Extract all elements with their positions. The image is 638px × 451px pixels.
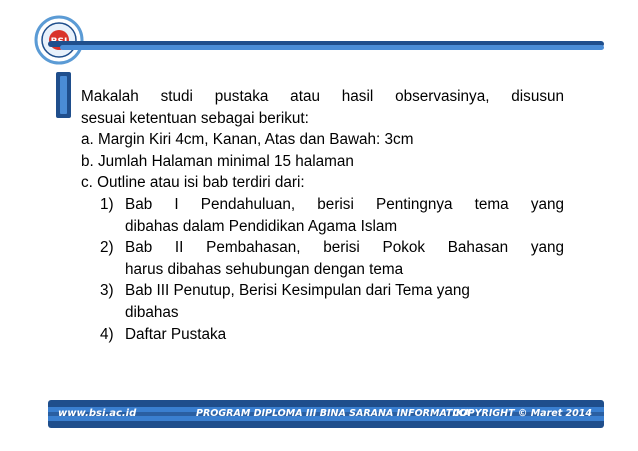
- outline-text-continued: dibahas dalam Pendidikan Agama Islam: [125, 217, 398, 235]
- outline-text-continued: harus dibahas sehubungan dengan tema: [125, 260, 404, 278]
- outline-item-4: [81, 324, 564, 346]
- left-accent-bar: [56, 72, 71, 118]
- outline-number: 4): [100, 325, 114, 343]
- requirement-a: a. Margin Kiri 4cm, Kanan, Atas dan Bawah: 3cm: [81, 131, 414, 149]
- outline-item-3: [81, 280, 564, 302]
- footer-bar: [48, 400, 604, 428]
- footer-site-link[interactable]: www.bsi.ac.id: [58, 408, 137, 419]
- outline-number: 3): [100, 282, 114, 300]
- top-band: [48, 41, 604, 50]
- outline-number: 1): [100, 195, 114, 213]
- bsi-logo: [34, 15, 84, 65]
- outline-text: Bab I Pendahuluan, berisi Pentingnya tema yang: [125, 195, 564, 213]
- outline-item-1: [81, 194, 564, 216]
- slide-content: [81, 86, 564, 345]
- outline-text: Daftar Pustaka: [125, 325, 227, 343]
- outline-item-2: [81, 237, 564, 259]
- requirement-b: b. Jumlah Halaman minimal 15 halaman: [81, 152, 354, 170]
- intro-line-2: sesuai ketentuan sebagai berikut:: [81, 109, 309, 127]
- outline-number: 2): [100, 239, 114, 257]
- outline-text-continued: dibahas: [125, 303, 179, 321]
- requirement-c: c. Outline atau isi bab terdiri dari:: [81, 174, 305, 192]
- intro-line-1: Makalah studi pustaka atau hasil observasinya, disusun: [81, 88, 564, 105]
- outline-text: Bab III Penutup, Berisi Kesimpulan dari Tema yang: [125, 282, 470, 300]
- footer-copyright: COPYRIGHT © Maret 2014: [452, 408, 592, 419]
- footer-program-name: PROGRAM DIPLOMA III BINA SARANA INFORMATIKA: [196, 408, 471, 419]
- outline-text: Bab II Pembahasan, berisi Pokok Bahasan yang: [125, 239, 564, 257]
